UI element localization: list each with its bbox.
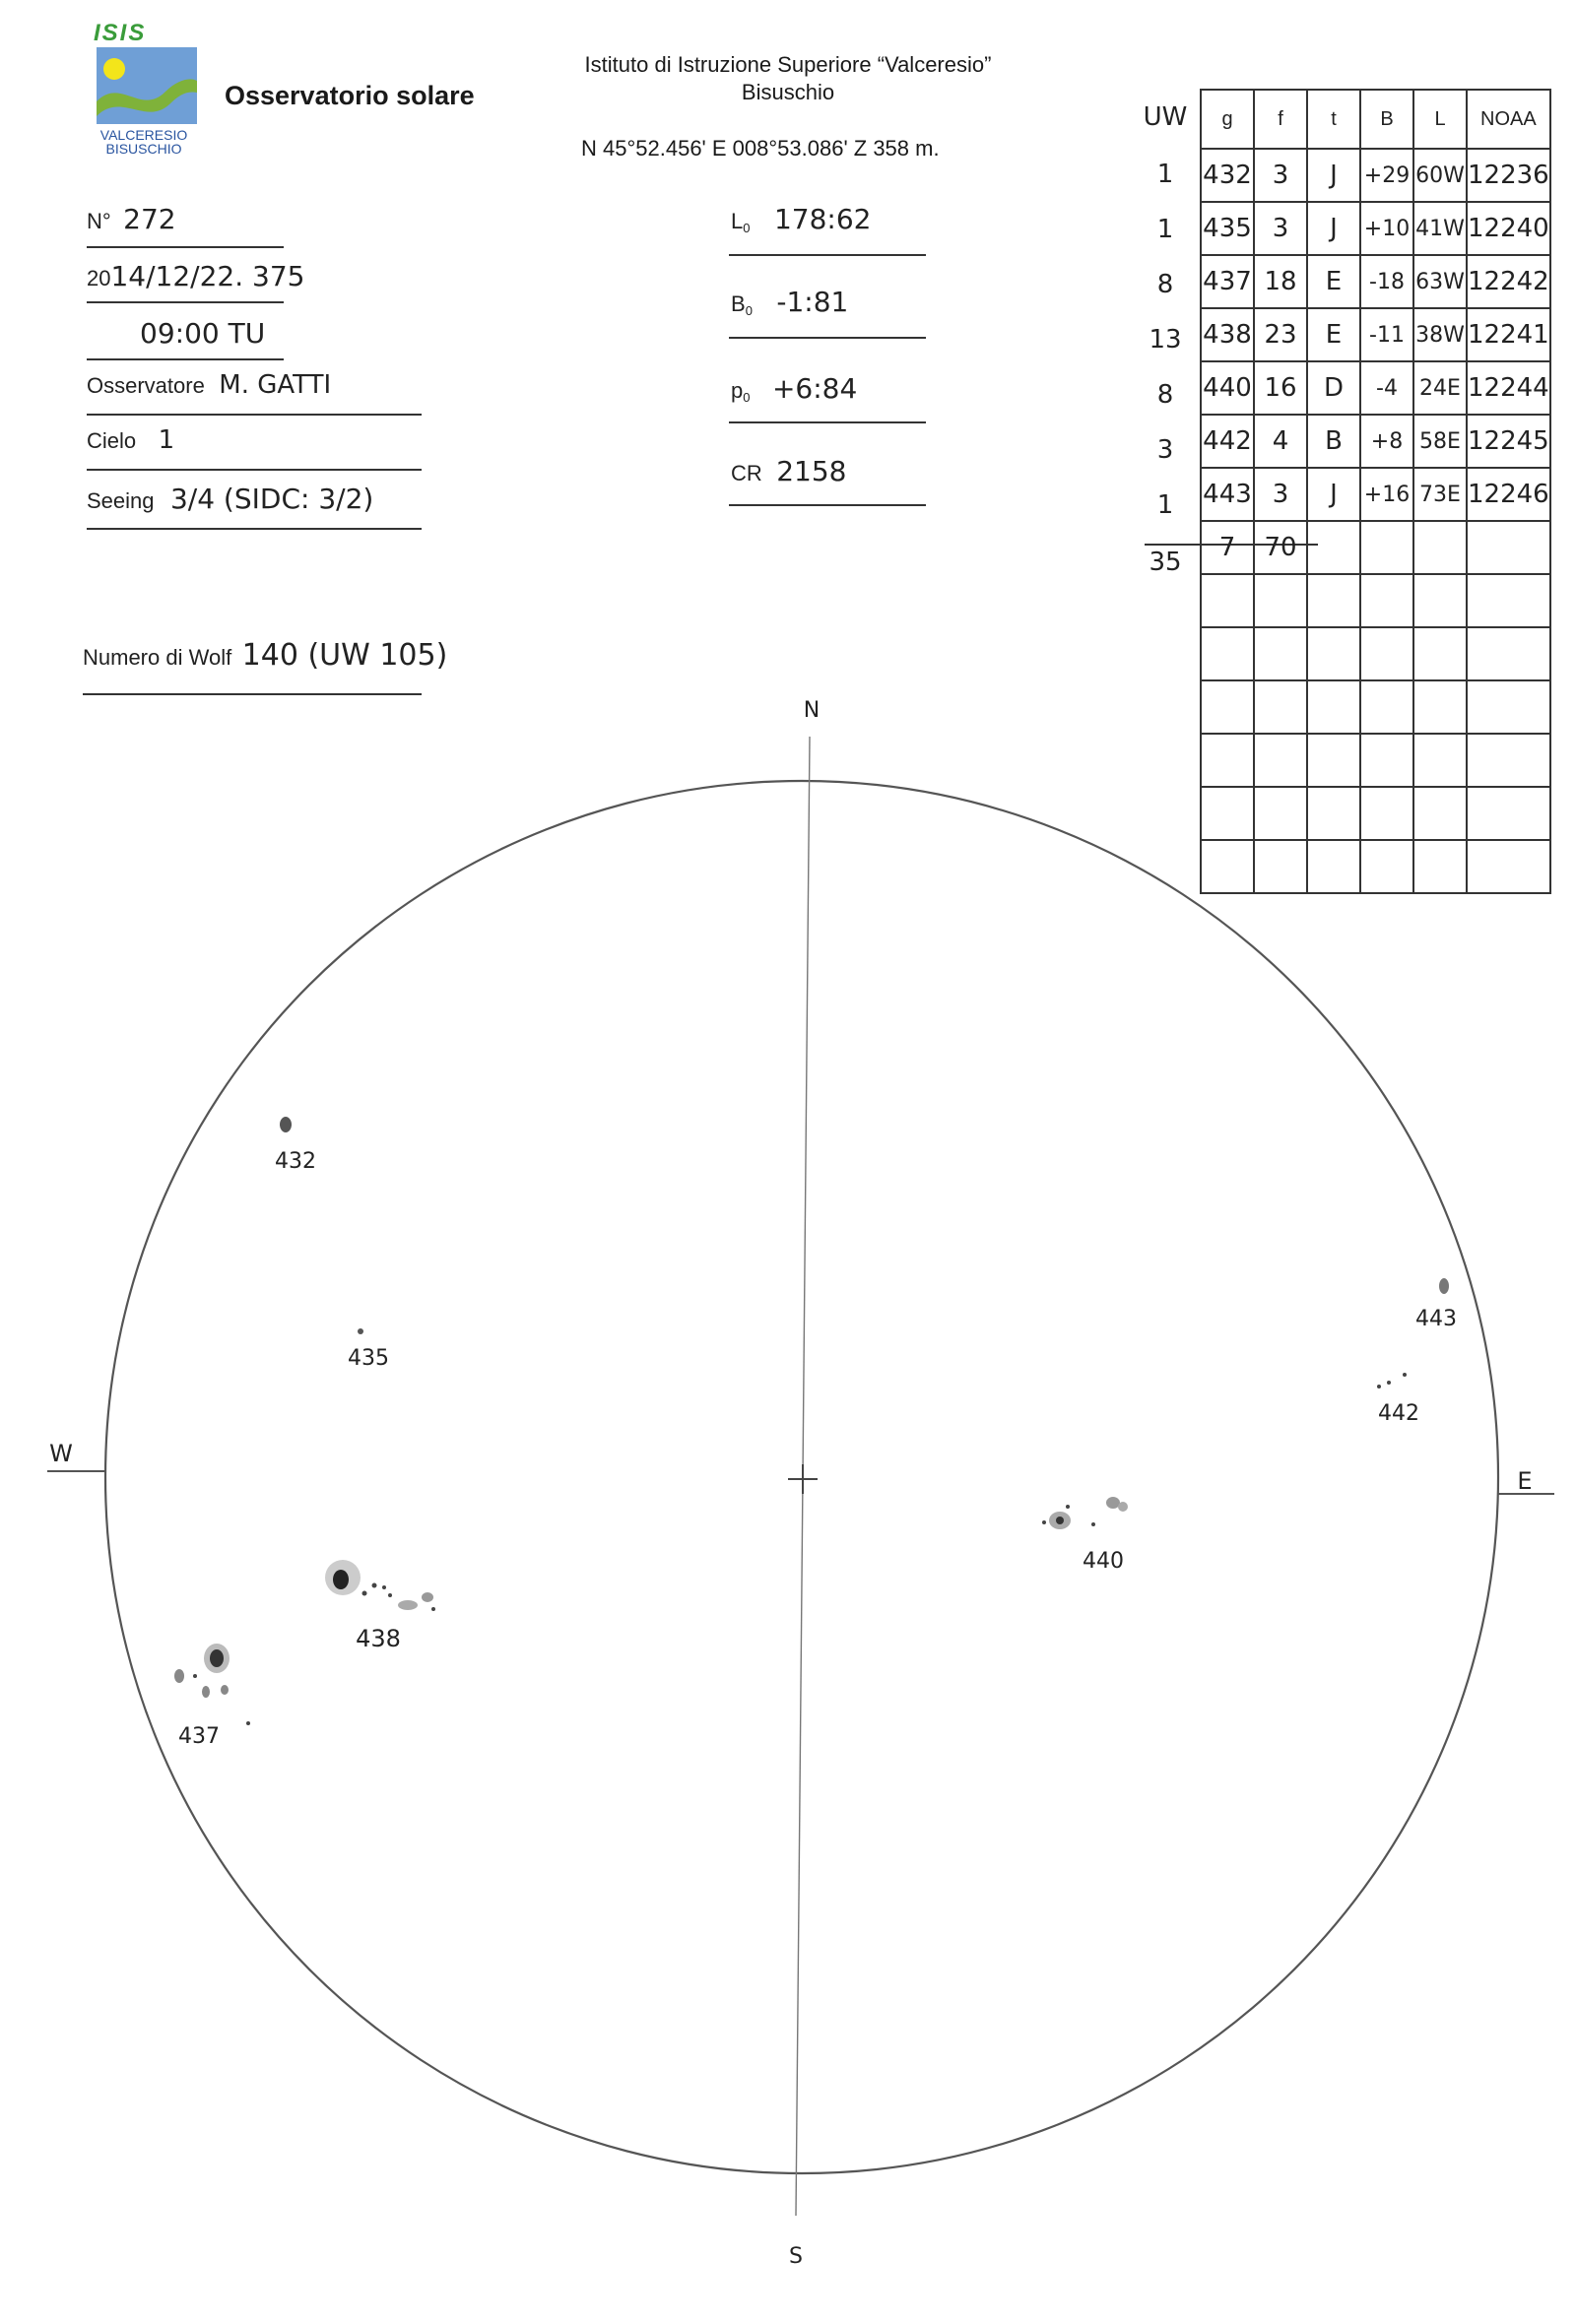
sunspot <box>202 1686 210 1698</box>
sunspot-umbra <box>210 1649 224 1667</box>
sunspot-umbra <box>1056 1517 1064 1524</box>
sunspot-group-443 <box>1415 1278 1457 1331</box>
cell-b: -18 <box>1360 255 1413 308</box>
column-header-noaa: NOAA <box>1467 90 1550 149</box>
cell-noaa: 12236 <box>1467 149 1550 202</box>
column-header-f: f <box>1254 90 1307 149</box>
sky-value: 1 <box>158 425 175 455</box>
sunspot <box>1403 1373 1407 1377</box>
cell-t: E <box>1307 308 1360 361</box>
west-label: W <box>49 1440 73 1467</box>
sunspot-group-440 <box>1042 1497 1128 1574</box>
sunspot <box>246 1721 250 1725</box>
east-label: E <box>1517 1467 1533 1495</box>
cell-g: 442 <box>1201 415 1254 468</box>
sunspot <box>398 1600 418 1610</box>
sunspot <box>1106 1497 1120 1509</box>
column-header-b: B <box>1360 90 1413 149</box>
total-f: 70 <box>1254 521 1307 574</box>
sunspot <box>431 1607 435 1611</box>
cell-t: J <box>1307 468 1360 521</box>
group-label-442: 442 <box>1378 1401 1419 1426</box>
number-label: N° <box>87 209 111 233</box>
cell-l: 24E <box>1413 361 1467 415</box>
cell-g: 438 <box>1201 308 1254 361</box>
p0-value: +6:84 <box>771 372 858 405</box>
group-label-435: 435 <box>348 1346 389 1371</box>
sunspot-group-435 <box>348 1328 389 1371</box>
sunspot <box>1377 1385 1381 1388</box>
b0-value: -1:81 <box>776 286 849 318</box>
south-label: S <box>789 2244 803 2269</box>
cell-f: 3 <box>1254 468 1307 521</box>
total-g: 7 <box>1201 521 1254 574</box>
sunspot <box>280 1117 292 1132</box>
b0-sub: 0 <box>745 303 753 319</box>
sunspot <box>422 1592 433 1602</box>
time-value: 09:00 TU <box>140 317 266 350</box>
sunspot <box>362 1591 367 1596</box>
sunspot <box>1439 1278 1449 1294</box>
seeing-label: Seeing <box>87 488 155 513</box>
cell-noaa: 12242 <box>1467 255 1550 308</box>
cell-l: 58E <box>1413 415 1467 468</box>
cell-g: 435 <box>1201 202 1254 255</box>
sunspot <box>1091 1522 1095 1526</box>
uw-cell: 8 <box>1156 380 1174 410</box>
observer-label: Osservatore <box>87 373 205 398</box>
sunspot-group-442 <box>1377 1373 1419 1426</box>
cr-value: 2158 <box>776 455 847 487</box>
group-label-438: 438 <box>356 1625 401 1652</box>
group-label-443: 443 <box>1415 1307 1457 1331</box>
sunspot-group-432 <box>275 1117 316 1174</box>
group-label-432: 432 <box>275 1149 316 1174</box>
number-value: 272 <box>123 203 176 235</box>
sunspot <box>174 1669 184 1683</box>
north-label: N <box>803 698 821 723</box>
p0-label: p <box>731 378 744 403</box>
cell-noaa: 12244 <box>1467 361 1550 415</box>
cell-t: E <box>1307 255 1360 308</box>
uw-cell: 1 <box>1156 160 1174 189</box>
cell-f: 16 <box>1254 361 1307 415</box>
cell-g: 443 <box>1201 468 1254 521</box>
sunspot <box>388 1593 392 1597</box>
l0-sub: 0 <box>743 221 751 236</box>
cell-b: +10 <box>1360 202 1413 255</box>
sunspot-umbra <box>333 1570 349 1589</box>
cell-g: 437 <box>1201 255 1254 308</box>
column-header-g: g <box>1201 90 1254 149</box>
cell-b: -4 <box>1360 361 1413 415</box>
cell-noaa: 12240 <box>1467 202 1550 255</box>
cell-b: +8 <box>1360 415 1413 468</box>
sunspot <box>193 1674 197 1678</box>
uw-cell: 3 <box>1156 435 1174 465</box>
uw-cell: 13 <box>1149 325 1182 355</box>
sunspot <box>1387 1381 1391 1385</box>
sky-label: Cielo <box>87 428 137 453</box>
site-coordinates: N 45°52.456' E 008°53.086' Z 358 m. <box>581 136 940 161</box>
cell-f: 23 <box>1254 308 1307 361</box>
b0-label: B <box>731 291 746 316</box>
uw-cell: 1 <box>1156 215 1174 244</box>
observatory-title: Osservatorio solare <box>225 81 475 110</box>
cell-t: D <box>1307 361 1360 415</box>
cell-noaa: 12245 <box>1467 415 1550 468</box>
sunspot <box>358 1328 363 1334</box>
sunspot <box>372 1583 377 1588</box>
logo-caption: VALCERESIO BISUSCHIO <box>99 127 188 157</box>
seeing-value: 3/4 (SIDC: 3/2) <box>169 483 374 515</box>
sunspot-group-438 <box>325 1560 435 1652</box>
sunspot-group-437 <box>174 1644 250 1749</box>
uw-cell: 1 <box>1156 490 1174 520</box>
sunspot <box>1118 1502 1128 1512</box>
sunspot <box>1042 1520 1046 1524</box>
sunspot <box>221 1685 229 1695</box>
date-prefix: 20 <box>87 266 111 290</box>
cell-f: 3 <box>1254 202 1307 255</box>
cell-l: 63W <box>1413 255 1467 308</box>
uw-header: UW <box>1143 102 1188 132</box>
wolf-label: Numero di Wolf <box>83 645 232 670</box>
sunspot <box>1066 1505 1070 1509</box>
l0-value: 178:62 <box>773 203 872 235</box>
cell-l: 60W <box>1413 149 1467 202</box>
group-label-440: 440 <box>1083 1549 1124 1574</box>
cell-t: J <box>1307 149 1360 202</box>
uw-cell: 8 <box>1156 270 1174 299</box>
cell-b: -11 <box>1360 308 1413 361</box>
institute-name: Istituto di Istruzione Superiore “Valceresio” Bisuschio <box>584 52 992 104</box>
uw-total: 35 <box>1149 548 1182 577</box>
cell-noaa: 12246 <box>1467 468 1550 521</box>
logo-wordmark: ISIS <box>94 20 147 46</box>
cell-f: 18 <box>1254 255 1307 308</box>
cell-g: 440 <box>1201 361 1254 415</box>
sunspot <box>382 1585 386 1589</box>
cell-l: 41W <box>1413 202 1467 255</box>
cell-f: 3 <box>1254 149 1307 202</box>
group-label-437: 437 <box>178 1724 220 1749</box>
cell-g: 432 <box>1201 149 1254 202</box>
column-header-t: t <box>1307 90 1360 149</box>
l0-label: L <box>731 209 744 233</box>
cell-b: +16 <box>1360 468 1413 521</box>
cell-l: 38W <box>1413 308 1467 361</box>
cell-t: B <box>1307 415 1360 468</box>
cell-noaa: 12241 <box>1467 308 1550 361</box>
p0-sub: 0 <box>743 390 751 406</box>
observer-value: M. GATTI <box>219 370 332 400</box>
cell-f: 4 <box>1254 415 1307 468</box>
column-header-l: L <box>1413 90 1467 149</box>
date-value: 14/12/22. 375 <box>110 260 305 292</box>
cell-b: +29 <box>1360 149 1413 202</box>
cell-l: 73E <box>1413 468 1467 521</box>
cr-label: CR <box>731 461 762 485</box>
cell-t: J <box>1307 202 1360 255</box>
wolf-value: 140 (UW 105) <box>241 638 448 673</box>
